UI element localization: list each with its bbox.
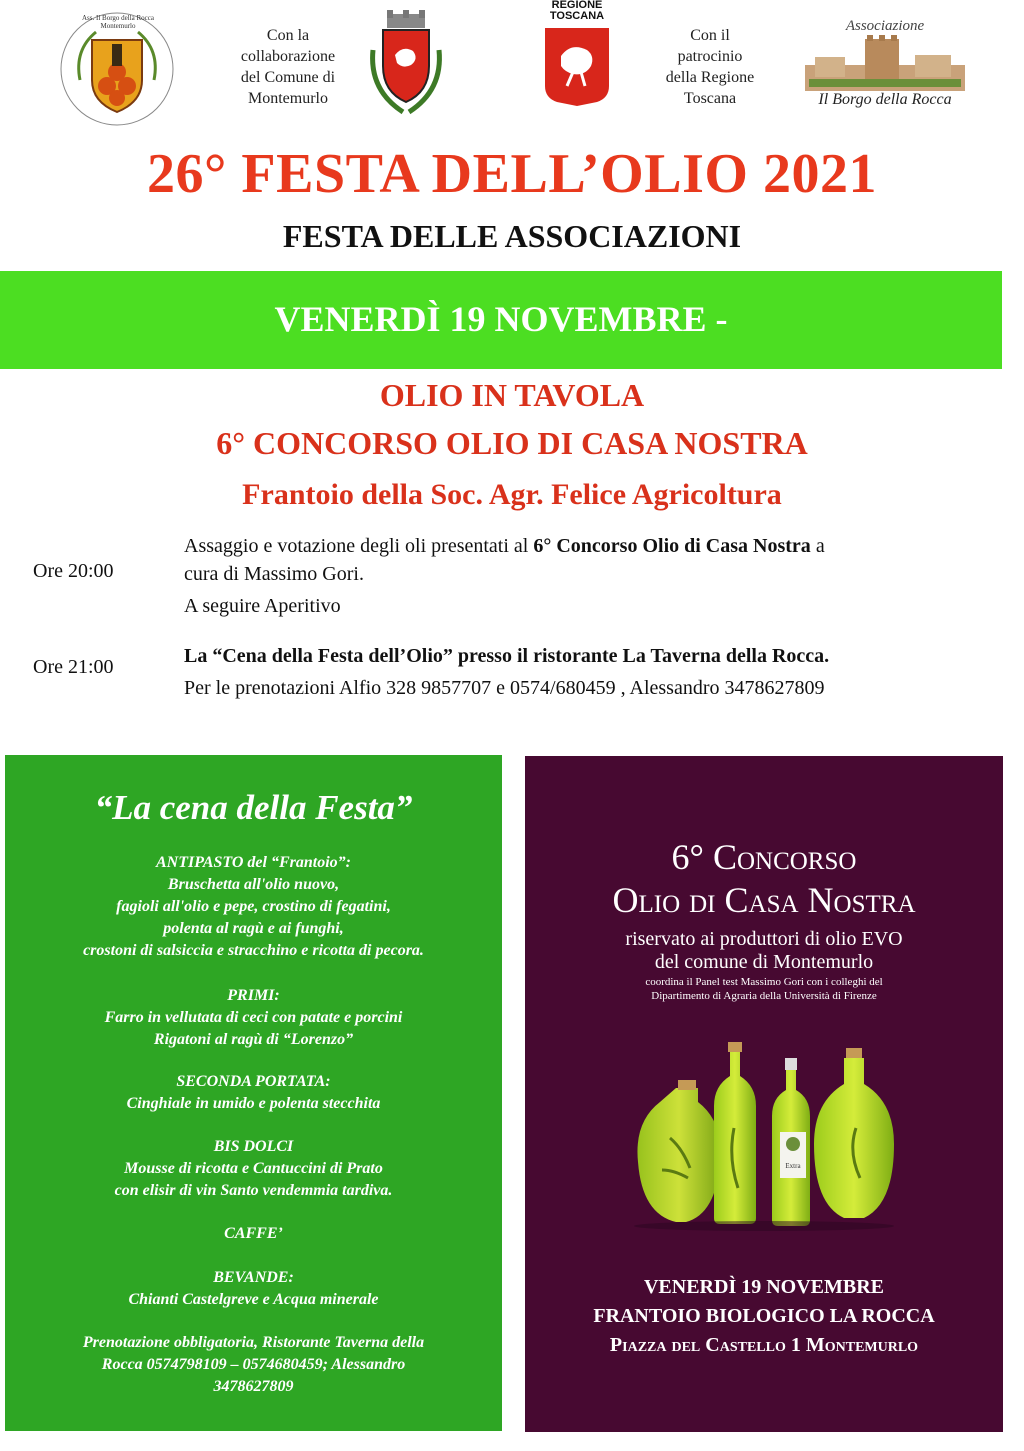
page-subtitle: FESTA DELLE ASSOCIAZIONI xyxy=(282,218,742,254)
contest-footer-1: VENERDÌ 19 NOVEMBRE xyxy=(643,1276,885,1298)
contest-title-1: 6° Concorso xyxy=(671,837,857,877)
assoc-top-text: Associazione xyxy=(845,18,925,34)
olive-oil-bottles-illustration xyxy=(628,1028,900,1232)
menu-caffe: CAFFE’ xyxy=(224,1225,283,1242)
associazione-logo xyxy=(805,18,965,128)
assoc-bottom-text: Il Borgo della Rocca xyxy=(818,91,952,108)
time-2: Ore 21:00 xyxy=(33,656,114,678)
menu-primi: PRIMI: Farro in vellutata di ceci con patate e porcini Rigatoni al ragù di “Lorenzo” xyxy=(104,987,403,1048)
collaboration-text: Con la collaborazione del Comune di Montemurlo xyxy=(240,27,336,107)
contest-title-2: Olio di Casa Nostra xyxy=(612,880,916,920)
menu-antipasto: ANTIPASTO del “Frantoio”: Bruschetta all'olio nuovo, fagioli all'olio e pepe, crostino di fegatini, polenta al ragù e ai funghi, crostoni di salsiccia e stracchino e ricotta di pecora. xyxy=(83,854,424,959)
contest-footer-2: FRANTOIO BIOLOGICO LA ROCCA xyxy=(593,1305,935,1327)
montemurlo-crest-icon xyxy=(365,10,447,118)
bottle-label-text: Extra xyxy=(785,1162,801,1170)
event-line-3: Frantoio della Soc. Agr. Felice Agricoltura xyxy=(242,478,782,511)
logo-top-text: Ass. Il Borgo della Rocca Montemurlo xyxy=(82,14,154,30)
contest-footer-3: Piazza del Castello 1 Montemurlo xyxy=(609,1334,919,1356)
program-item-2: La “Cena della Festa dell’Olio” presso il ristorante La Taverna della Rocca. Per le prenotazioni Alfio 328 9857707 e 0574/680459 , Alessandro 3478627809 xyxy=(184,645,830,699)
contest-desc-1: riservato ai produttori di olio EVO xyxy=(625,928,903,950)
contest-desc-2: del comune di Montemurlo xyxy=(654,951,874,973)
menu-title: “La cena della Festa” xyxy=(94,788,413,827)
regione-toscana-flag-icon xyxy=(543,0,611,106)
program-item-1: Assaggio e votazione degli oli presentati al 6° Concorso Olio di Casa Nostra a cura di Massimo Gori. A seguire Aperitivo xyxy=(184,535,825,617)
menu-bevande: BEVANDE: Chianti Castelgreve e Acqua minerale xyxy=(128,1269,379,1308)
page-title: 26° FESTA DELL’OLIO 2021 xyxy=(147,143,877,205)
event-line-1: OLIO IN TAVOLA xyxy=(379,377,645,413)
time-1: Ore 20:00 xyxy=(33,560,114,582)
patrocinio-text: Con il patrocinio della Regione Toscana xyxy=(665,27,755,107)
contest-small-2: Dipartimento di Agraria della Università di Firenze xyxy=(651,990,877,1002)
regione-label: REGIONE TOSCANA xyxy=(549,0,605,22)
contest-small-1: coordina il Panel test Massimo Gori con i colleghi del xyxy=(645,976,883,988)
date-banner-text: VENERDÌ 19 NOVEMBRE - xyxy=(274,299,728,339)
menu-dolci: BIS DOLCI Mousse di ricotta e Cantuccini di Prato con elisir di vin Santo vendemmia tardiva. xyxy=(114,1138,393,1199)
menu-prenotazione: Prenotazione obbligatoria, Ristorante Taverna della Rocca 0574798109 – 0574680459; Alessandro 3478627809 xyxy=(82,1334,425,1395)
borgo-castle-icon xyxy=(805,35,965,91)
menu-seconda: SECONDA PORTATA: Cinghiale in umido e polenta stecchita xyxy=(126,1073,381,1112)
event-line-2: 6° CONCORSO OLIO DI CASA NOSTRA xyxy=(216,425,808,461)
